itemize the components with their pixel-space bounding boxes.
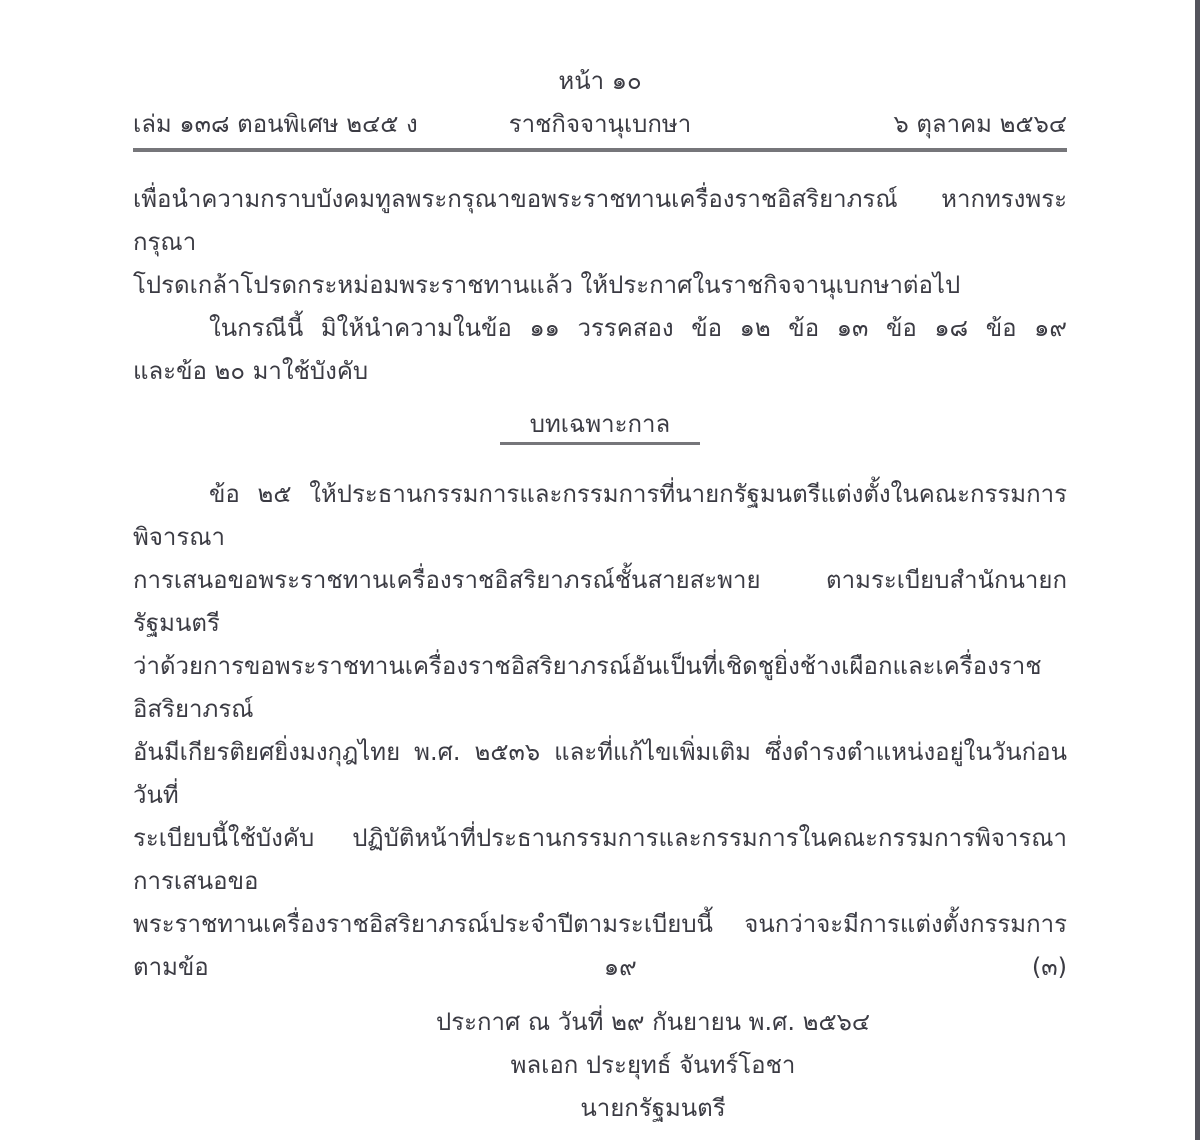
paragraph-3-line-1: ข้อ ๒๕ ให้ประธานกรรมการและกรรมการที่นายกรัฐมนตรีแต่งตั้งในคณะกรรมการพิจารณา — [133, 480, 1067, 551]
paragraph-1 — [133, 178, 1067, 307]
paragraph-3-line-2: การเสนอขอพระราชทานเครื่องราชอิสริยาภรณ์ชั้นสายสะพาย ตามระเบียบสำนักนายกรัฐมนตรี — [133, 566, 1067, 637]
paragraph-3-clause-25 — [133, 473, 1067, 989]
proclamation-date-line: ประกาศ ณ วันที่ ๒๙ กันยายน พ.ศ. ๒๕๖๔ — [435, 1008, 871, 1036]
section-heading-transitional-provisions: บทเฉพาะกาล — [529, 410, 671, 438]
paragraph-3-line-4: อันมีเกียรติยศยิ่งมงกุฎไทย พ.ศ. ๒๕๓๖ และที่แก้ไขเพิ่มเติม ซึ่งดำรงตำแหน่งอยู่ในวันก่อนวันที่ — [133, 738, 1067, 809]
page-right-edge-strip — [1195, 0, 1200, 1140]
gazette-page — [133, 0, 1067, 1130]
paragraph-2 — [133, 307, 1067, 393]
gazette-header-row — [133, 103, 1067, 146]
paragraph-2-line-1: ในกรณีนี้ มิให้นำความในข้อ ๑๑ วรรคสอง ข้อ ๑๒ ข้อ ๑๓ ข้อ ๑๘ ข้อ ๑๙ — [209, 314, 1067, 342]
paragraph-1-line-1: เพื่อนำความกราบบังคมทูลพระกรุณาขอพระราชทานเครื่องราชอิสริยาภรณ์ หากทรงพระกรุณา — [133, 185, 1067, 256]
signature-block — [133, 1001, 1067, 1130]
volume-label: เล่ม ๑๓๘ ตอนพิเศษ ๒๔๕ ง — [133, 110, 418, 138]
signer-name: พลเอก ประยุทธ์ จันทร์โอชา — [510, 1051, 796, 1079]
signer-title: นายกรัฐมนตรี — [580, 1094, 726, 1122]
issue-date-label: ๖ ตุลาคม ๒๕๖๔ — [893, 110, 1067, 138]
gazette-title: ราชกิจจานุเบกษา — [508, 110, 692, 138]
paragraph-3-line-3: ว่าด้วยการขอพระราชทานเครื่องราชอิสริยาภรณ์อันเป็นที่เชิดชูยิ่งช้างเผือกและเครื่องราชอิสริยาภรณ์ — [133, 652, 1042, 723]
paragraph-3-line-5: ระเบียบนี้ใช้บังคับ ปฏิบัติหน้าที่ประธานกรรมการและกรรมการในคณะกรรมการพิจารณาการเสนอขอ — [133, 824, 1067, 895]
paragraph-2-line-2: และข้อ ๒๐ มาใช้บังคับ — [133, 357, 369, 385]
header-divider-rule — [133, 148, 1067, 152]
paragraph-1-line-2: โปรดเกล้าโปรดกระหม่อมพระราชทานแล้ว ให้ประกาศในราชกิจจานุเบกษาต่อไป — [133, 271, 961, 299]
paragraph-3-line-6: พระราชทานเครื่องราชอิสริยาภรณ์ประจำปีตามระเบียบนี้ จนกว่าจะมีการแต่งตั้งกรรมการตามข้อ ๑๙ (๓) — [133, 910, 1067, 981]
page-number-label: หน้า ๑๐ — [558, 67, 642, 95]
